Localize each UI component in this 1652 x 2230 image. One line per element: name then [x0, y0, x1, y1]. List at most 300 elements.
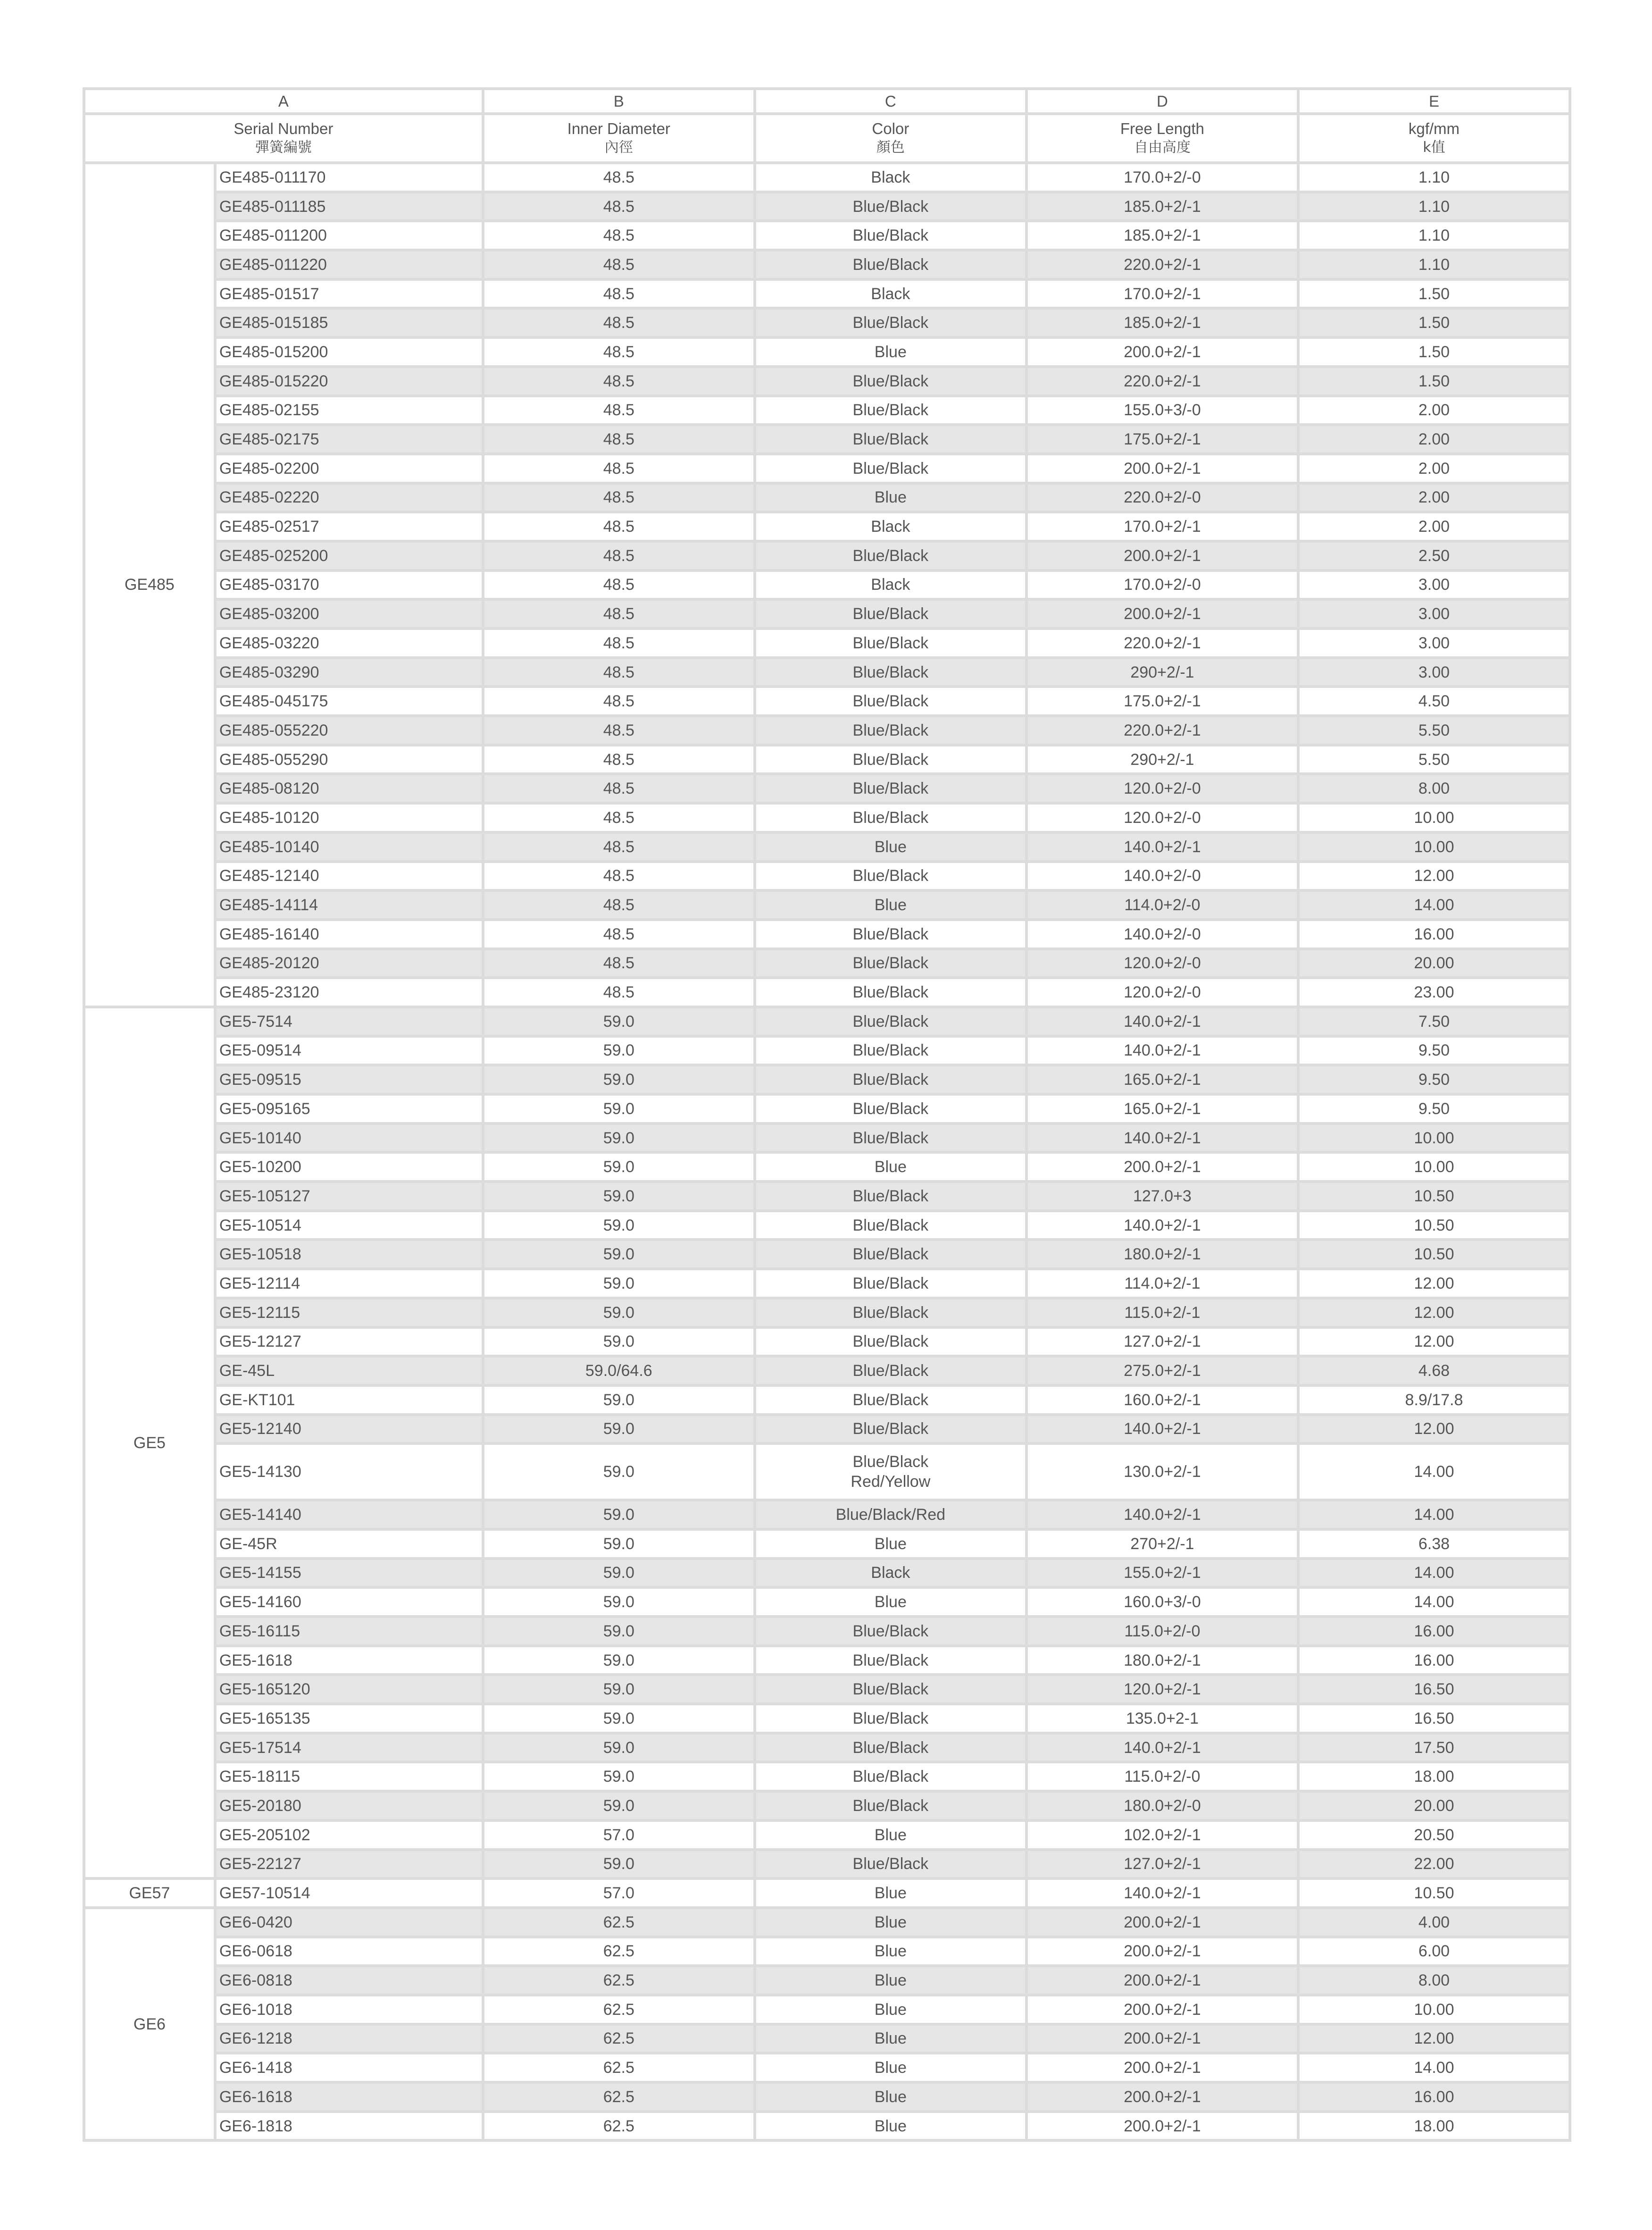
k-value-cell: 3.00: [1300, 630, 1569, 656]
color-cell: Blue: [756, 834, 1025, 860]
k-value-cell: 17.50: [1300, 1735, 1569, 1761]
color-cell: Blue: [756, 1909, 1025, 1936]
inner-diameter-cell: 62.5: [484, 2084, 753, 2110]
table-row: [85, 688, 1569, 714]
serial-number-cell: GE485-02155: [217, 397, 482, 424]
inner-diameter-cell: 59.0: [484, 1501, 753, 1528]
color-cell: Blue/Black: [756, 1241, 1025, 1267]
inner-diameter-cell: 48.5: [484, 717, 753, 744]
free-length-cell: 200.0+2/-1: [1028, 601, 1297, 627]
table-row: [85, 572, 1569, 598]
table-row: [85, 1676, 1569, 1702]
table-row: [85, 1647, 1569, 1674]
color-cell: Blue: [756, 1967, 1025, 1994]
inner-diameter-cell: 59.0: [484, 1329, 753, 1355]
color-cell: Blue/Black: [756, 601, 1025, 627]
inner-diameter-cell: 59.0: [484, 1560, 753, 1586]
k-value-cell: 20.00: [1300, 1793, 1569, 1819]
free-length-cell: 170.0+2/-0: [1028, 164, 1297, 191]
group-label: GE57: [85, 1880, 214, 1906]
k-value-cell: 2.50: [1300, 543, 1569, 569]
k-value-cell: 14.00: [1300, 2054, 1569, 2081]
table-row: [85, 892, 1569, 918]
header-label-en: Free Length: [1120, 120, 1204, 137]
inner-diameter-cell: 48.5: [484, 950, 753, 977]
free-length-cell: 220.0+2/-0: [1028, 485, 1297, 511]
serial-number-cell: GE485-055220: [217, 717, 482, 744]
table-row: [85, 863, 1569, 889]
k-value-cell: 16.00: [1300, 2084, 1569, 2110]
inner-diameter-cell: 59.0: [484, 1705, 753, 1732]
serial-number-cell: GE485-03170: [217, 572, 482, 598]
table-row: [85, 1445, 1569, 1499]
inner-diameter-cell: 48.5: [484, 164, 753, 191]
serial-number-cell: GE5-7514: [217, 1008, 482, 1035]
table-row: [85, 1358, 1569, 1384]
k-value-cell: 2.00: [1300, 513, 1569, 540]
table-row: [85, 1154, 1569, 1180]
table-row: [85, 1822, 1569, 1848]
color-cell: Blue: [756, 1880, 1025, 1906]
color-cell: Blue/Black: [756, 1358, 1025, 1384]
table-row: [85, 1125, 1569, 1151]
free-length-cell: 275.0+2/-1: [1028, 1358, 1297, 1384]
color-cell: Blue/Black: [756, 1183, 1025, 1209]
serial-number-cell: GE5-12115: [217, 1299, 482, 1326]
inner-diameter-cell: 48.5: [484, 775, 753, 802]
free-length-cell: 200.0+2/-1: [1028, 1909, 1297, 1936]
inner-diameter-cell: 59.0: [484, 1589, 753, 1615]
color-cell: Blue: [756, 2054, 1025, 2081]
color-cell: Black: [756, 164, 1025, 191]
inner-diameter-cell: 59.0: [484, 1096, 753, 1122]
table-row: [85, 513, 1569, 540]
k-value-cell: 16.50: [1300, 1676, 1569, 1702]
serial-number-cell: GE485-011170: [217, 164, 482, 191]
k-value-cell: 10.50: [1300, 1241, 1569, 1267]
table-row: [85, 2026, 1569, 2052]
table-row: [85, 1531, 1569, 1557]
free-length-cell: 120.0+2/-0: [1028, 979, 1297, 1006]
serial-number-cell: GE485-20120: [217, 950, 482, 977]
serial-number-cell: GE5-14160: [217, 1589, 482, 1615]
serial-number-cell: GE5-165135: [217, 1705, 482, 1732]
table-row: [85, 310, 1569, 336]
header-k-value: [1300, 115, 1569, 161]
k-value-cell: 10.50: [1300, 1183, 1569, 1209]
inner-diameter-cell: 48.5: [484, 543, 753, 569]
serial-number-cell: GE485-03290: [217, 659, 482, 686]
color-cell: Blue/Black: [756, 1851, 1025, 1878]
inner-diameter-cell: 57.0: [484, 1822, 753, 1848]
color-cell: Black: [756, 1560, 1025, 1586]
k-value-cell: 14.00: [1300, 892, 1569, 918]
serial-number-cell: GE5-14130: [217, 1445, 482, 1499]
k-value-cell: 5.50: [1300, 717, 1569, 744]
table-row: [85, 193, 1569, 220]
free-length-cell: 185.0+2/-1: [1028, 222, 1297, 249]
inner-diameter-cell: 59.0: [484, 1038, 753, 1064]
color-cell: Blue/Black: [756, 1270, 1025, 1297]
k-value-cell: 12.00: [1300, 1270, 1569, 1297]
color-cell: Blue/Black: [756, 1387, 1025, 1413]
color-cell: Blue/Black: [756, 426, 1025, 453]
k-value-cell: 12.00: [1300, 1416, 1569, 1442]
free-length-cell: 120.0+2/-0: [1028, 775, 1297, 802]
k-value-cell: 18.00: [1300, 2113, 1569, 2139]
free-length-cell: 170.0+2/-0: [1028, 572, 1297, 598]
serial-number-cell: GE5-10140: [217, 1125, 482, 1151]
serial-number-cell: GE-KT101: [217, 1387, 482, 1413]
group-label: GE485: [85, 164, 214, 1006]
table-row: [85, 252, 1569, 278]
table-row: [85, 455, 1569, 482]
color-cell: Blue/Black: [756, 1416, 1025, 1442]
inner-diameter-cell: 48.5: [484, 805, 753, 831]
free-length-cell: 120.0+2/-1: [1028, 1676, 1297, 1702]
table-row: [85, 1387, 1569, 1413]
serial-number-cell: GE6-0420: [217, 1909, 482, 1936]
k-value-cell: 1.50: [1300, 339, 1569, 365]
table-row: [85, 717, 1569, 744]
serial-number-cell: GE6-0618: [217, 1938, 482, 1965]
k-value-cell: 8.00: [1300, 1967, 1569, 1994]
inner-diameter-cell: 59.0: [484, 1125, 753, 1151]
k-value-cell: 2.00: [1300, 485, 1569, 511]
serial-number-cell: GE5-17514: [217, 1735, 482, 1761]
serial-number-cell: GE485-011185: [217, 193, 482, 220]
serial-number-cell: GE5-12127: [217, 1329, 482, 1355]
free-length-cell: 160.0+3/-0: [1028, 1589, 1297, 1615]
serial-number-cell: GE485-055290: [217, 746, 482, 773]
free-length-cell: 200.0+2/-1: [1028, 1154, 1297, 1180]
free-length-cell: 170.0+2/-1: [1028, 513, 1297, 540]
color-cell: Blue/Black: [756, 950, 1025, 977]
serial-number-cell: GE5-18115: [217, 1763, 482, 1790]
color-cell: Blue/Black: [756, 688, 1025, 714]
k-value-cell: 22.00: [1300, 1851, 1569, 1878]
table-row: [85, 1793, 1569, 1819]
table-row: [85, 1560, 1569, 1586]
color-cell: Blue: [756, 339, 1025, 365]
inner-diameter-cell: 48.5: [484, 455, 753, 482]
table-row: [85, 426, 1569, 453]
inner-diameter-cell: 59.0: [484, 1212, 753, 1239]
inner-diameter-cell: 48.5: [484, 979, 753, 1006]
inner-diameter-cell: 48.5: [484, 397, 753, 424]
color-cell: Blue: [756, 1996, 1025, 2023]
header-label-en: Serial Number: [234, 120, 334, 137]
k-value-cell: 6.38: [1300, 1531, 1569, 1557]
free-length-cell: 180.0+2/-1: [1028, 1647, 1297, 1674]
inner-diameter-cell: 48.5: [484, 252, 753, 278]
inner-diameter-cell: 59.0: [484, 1299, 753, 1326]
color-cell: Blue/Black: [756, 1038, 1025, 1064]
free-length-cell: 170.0+2/-1: [1028, 281, 1297, 307]
inner-diameter-cell: 48.5: [484, 601, 753, 627]
table-row: [85, 2054, 1569, 2081]
free-length-cell: 114.0+2/-1: [1028, 1270, 1297, 1297]
inner-diameter-cell: 59.0: [484, 1531, 753, 1557]
header-free-length: [1028, 115, 1297, 161]
serial-number-cell: GE485-14114: [217, 892, 482, 918]
k-value-cell: 1.10: [1300, 252, 1569, 278]
table-row: [85, 1270, 1569, 1297]
inner-diameter-cell: 48.5: [484, 426, 753, 453]
k-value-cell: 20.50: [1300, 1822, 1569, 1848]
serial-number-cell: GE5-205102: [217, 1822, 482, 1848]
serial-number-cell: GE485-12140: [217, 863, 482, 889]
k-value-cell: 20.00: [1300, 950, 1569, 977]
color-line: Blue/Black: [852, 1453, 929, 1471]
table-row: [85, 834, 1569, 860]
table-row: [85, 1066, 1569, 1093]
free-length-cell: 140.0+2/-1: [1028, 1212, 1297, 1239]
table-row: [85, 1416, 1569, 1442]
color-cell: Blue: [756, 2084, 1025, 2110]
table-row: [85, 921, 1569, 947]
table-row: [85, 1183, 1569, 1209]
color-cell: Blue/Black: [756, 805, 1025, 831]
k-value-cell: 16.50: [1300, 1705, 1569, 1732]
free-length-cell: 180.0+2/-1: [1028, 1241, 1297, 1267]
inner-diameter-cell: 59.0: [484, 1270, 753, 1297]
k-value-cell: 8.9/17.8: [1300, 1387, 1569, 1413]
inner-diameter-cell: 59.0: [484, 1735, 753, 1761]
inner-diameter-cell: 48.5: [484, 485, 753, 511]
column-letter-c: C: [756, 90, 1025, 112]
color-cell: Blue/Black: [756, 630, 1025, 656]
k-value-cell: 7.50: [1300, 1008, 1569, 1035]
header-label-zh: 顏色: [876, 139, 905, 156]
table-row: [85, 397, 1569, 424]
color-cell: Blue/Black: [756, 1705, 1025, 1732]
serial-number-cell: GE485-015185: [217, 310, 482, 336]
inner-diameter-cell: 48.5: [484, 659, 753, 686]
table-row: [85, 979, 1569, 1006]
serial-number-cell: GE5-09514: [217, 1038, 482, 1064]
serial-number-cell: GE5-105127: [217, 1183, 482, 1209]
color-cell: Blue/Black: [756, 193, 1025, 220]
group-label: GE6: [85, 1909, 214, 2139]
table-row: [85, 2084, 1569, 2110]
serial-number-cell: GE57-10514: [217, 1880, 482, 1906]
free-length-cell: 200.0+2/-1: [1028, 1967, 1297, 1994]
serial-number-cell: GE485-03200: [217, 601, 482, 627]
free-length-cell: 140.0+2/-0: [1028, 863, 1297, 889]
free-length-cell: 140.0+2/-1: [1028, 1416, 1297, 1442]
table-row: [85, 1967, 1569, 1994]
inner-diameter-cell: 59.0: [484, 1008, 753, 1035]
serial-number-cell: GE6-1418: [217, 2054, 482, 2081]
free-length-cell: 140.0+2/-1: [1028, 1501, 1297, 1528]
table-row: [85, 746, 1569, 773]
header-label-en: kgf/mm: [1408, 120, 1460, 137]
serial-number-cell: GE6-1218: [217, 2026, 482, 2052]
header-label-en: Inner Diameter: [567, 120, 670, 137]
free-length-cell: 200.0+2/-1: [1028, 2084, 1297, 2110]
free-length-cell: 115.0+2/-0: [1028, 1763, 1297, 1790]
inner-diameter-cell: 48.5: [484, 513, 753, 540]
color-cell: Blue/Black: [756, 921, 1025, 947]
free-length-cell: 140.0+2/-1: [1028, 1880, 1297, 1906]
inner-diameter-cell: 59.0: [484, 1387, 753, 1413]
inner-diameter-cell: 62.5: [484, 1938, 753, 1965]
free-length-cell: 185.0+2/-1: [1028, 310, 1297, 336]
serial-number-cell: GE5-10518: [217, 1241, 482, 1267]
free-length-cell: 155.0+3/-0: [1028, 397, 1297, 424]
color-cell: Blue/Black: [756, 310, 1025, 336]
table-row: [85, 368, 1569, 394]
color-cell: Blue: [756, 1938, 1025, 1965]
k-value-cell: 1.50: [1300, 368, 1569, 394]
k-value-cell: 2.00: [1300, 397, 1569, 424]
free-length-cell: 165.0+2/-1: [1028, 1096, 1297, 1122]
color-line: Red/Yellow: [851, 1473, 931, 1491]
color-cell: Blue/Black: [756, 1735, 1025, 1761]
table-row: [85, 1299, 1569, 1326]
color-cell: Blue: [756, 1154, 1025, 1180]
table-row: [85, 775, 1569, 802]
spring-spec-table: [83, 87, 1571, 2142]
color-cell: Blue/Black: [756, 1618, 1025, 1644]
free-length-cell: 200.0+2/-1: [1028, 2026, 1297, 2052]
table-row: [85, 1212, 1569, 1239]
table-row: [85, 950, 1569, 977]
color-cell: Blue: [756, 485, 1025, 511]
table-row: [85, 1996, 1569, 2023]
serial-number-cell: GE-45L: [217, 1358, 482, 1384]
spring-spec-sheet: [83, 87, 1571, 2142]
inner-diameter-cell: 59.0: [484, 1647, 753, 1674]
inner-diameter-cell: 48.5: [484, 193, 753, 220]
header-color: [756, 115, 1025, 161]
color-cell: Blue/Black: [756, 659, 1025, 686]
table-row: [85, 1705, 1569, 1732]
serial-number-cell: GE485-011200: [217, 222, 482, 249]
color-cell: Blue/Black: [756, 1096, 1025, 1122]
serial-number-cell: GE485-045175: [217, 688, 482, 714]
table-row: [85, 659, 1569, 686]
serial-number-cell: GE485-23120: [217, 979, 482, 1006]
serial-number-cell: GE6-1018: [217, 1996, 482, 2023]
table-row: [85, 543, 1569, 569]
free-length-cell: 120.0+2/-0: [1028, 805, 1297, 831]
serial-number-cell: GE5-095165: [217, 1096, 482, 1122]
k-value-cell: 10.00: [1300, 805, 1569, 831]
color-cell: Blue/Black/Red: [756, 1501, 1025, 1528]
header-label-zh: 彈簧編號: [255, 139, 312, 156]
serial-number-cell: GE5-1618: [217, 1647, 482, 1674]
serial-number-cell: GE485-02200: [217, 455, 482, 482]
column-letter-d: D: [1028, 90, 1297, 112]
free-length-cell: 140.0+2/-1: [1028, 1735, 1297, 1761]
inner-diameter-cell: 59.0: [484, 1066, 753, 1093]
free-length-cell: 200.0+2/-1: [1028, 339, 1297, 365]
serial-number-cell: GE485-10140: [217, 834, 482, 860]
k-value-cell: 8.00: [1300, 775, 1569, 802]
inner-diameter-cell: 59.0: [484, 1763, 753, 1790]
header-label-zh: k值: [1423, 139, 1445, 156]
k-value-cell: 2.00: [1300, 426, 1569, 453]
table-row: [85, 1618, 1569, 1644]
color-cell: Blue/Black: [756, 252, 1025, 278]
color-cell: Blue/Black: [756, 368, 1025, 394]
k-value-cell: 12.00: [1300, 2026, 1569, 2052]
column-header-row: [85, 115, 1569, 161]
free-length-cell: 220.0+2/-1: [1028, 717, 1297, 744]
table-row: [85, 601, 1569, 627]
free-length-cell: 185.0+2/-1: [1028, 193, 1297, 220]
inner-diameter-cell: 62.5: [484, 1909, 753, 1936]
color-cell: Blue/Black: [756, 1329, 1025, 1355]
free-length-cell: 140.0+2/-1: [1028, 1038, 1297, 1064]
k-value-cell: 10.00: [1300, 1154, 1569, 1180]
color-cell: Blue: [756, 1822, 1025, 1848]
inner-diameter-cell: 62.5: [484, 2026, 753, 2052]
header-label-en: Color: [872, 120, 909, 137]
k-value-cell: 4.68: [1300, 1358, 1569, 1384]
free-length-cell: 270+2/-1: [1028, 1531, 1297, 1557]
k-value-cell: 14.00: [1300, 1445, 1569, 1499]
color-cell: Blue: [756, 1589, 1025, 1615]
free-length-cell: 140.0+2/-0: [1028, 921, 1297, 947]
serial-number-cell: GE5-22127: [217, 1851, 482, 1878]
k-value-cell: 16.00: [1300, 1647, 1569, 1674]
color-cell: Black: [756, 513, 1025, 540]
color-cell: Blue: [756, 2026, 1025, 2052]
serial-number-cell: GE485-02175: [217, 426, 482, 453]
column-letter-b: B: [484, 90, 753, 112]
serial-number-cell: GE5-16115: [217, 1618, 482, 1644]
table-row: [85, 1763, 1569, 1790]
k-value-cell: 9.50: [1300, 1096, 1569, 1122]
color-cell: Blue/Black: [756, 455, 1025, 482]
header-inner-diameter: [484, 115, 753, 161]
k-value-cell: 23.00: [1300, 979, 1569, 1006]
table-row: [85, 1241, 1569, 1267]
k-value-cell: 10.50: [1300, 1880, 1569, 1906]
free-length-cell: 200.0+2/-1: [1028, 1996, 1297, 2023]
k-value-cell: 12.00: [1300, 1329, 1569, 1355]
free-length-cell: 175.0+2/-1: [1028, 688, 1297, 714]
free-length-cell: 200.0+2/-1: [1028, 455, 1297, 482]
free-length-cell: 115.0+2/-1: [1028, 1299, 1297, 1326]
free-length-cell: 290+2/-1: [1028, 659, 1297, 686]
free-length-cell: 200.0+2/-1: [1028, 2113, 1297, 2139]
free-length-cell: 220.0+2/-1: [1028, 368, 1297, 394]
inner-diameter-cell: 59.0: [484, 1676, 753, 1702]
group-label: GE5: [85, 1008, 214, 1877]
column-letter-e: E: [1300, 90, 1569, 112]
k-value-cell: 10.50: [1300, 1212, 1569, 1239]
inner-diameter-cell: 59.0: [484, 1851, 753, 1878]
free-length-cell: 200.0+2/-1: [1028, 1938, 1297, 1965]
table-row: [85, 630, 1569, 656]
k-value-cell: 9.50: [1300, 1066, 1569, 1093]
column-letter-a: A: [85, 90, 482, 112]
free-length-cell: 120.0+2/-0: [1028, 950, 1297, 977]
k-value-cell: 10.00: [1300, 834, 1569, 860]
color-cell: Blue/Black: [756, 1125, 1025, 1151]
serial-number-cell: GE485-10120: [217, 805, 482, 831]
table-row: [85, 281, 1569, 307]
inner-diameter-cell: 48.5: [484, 892, 753, 918]
free-length-cell: 220.0+2/-1: [1028, 252, 1297, 278]
color-cell: Blue/Black: [756, 1763, 1025, 1790]
inner-diameter-cell: 48.5: [484, 572, 753, 598]
serial-number-cell: GE5-10514: [217, 1212, 482, 1239]
